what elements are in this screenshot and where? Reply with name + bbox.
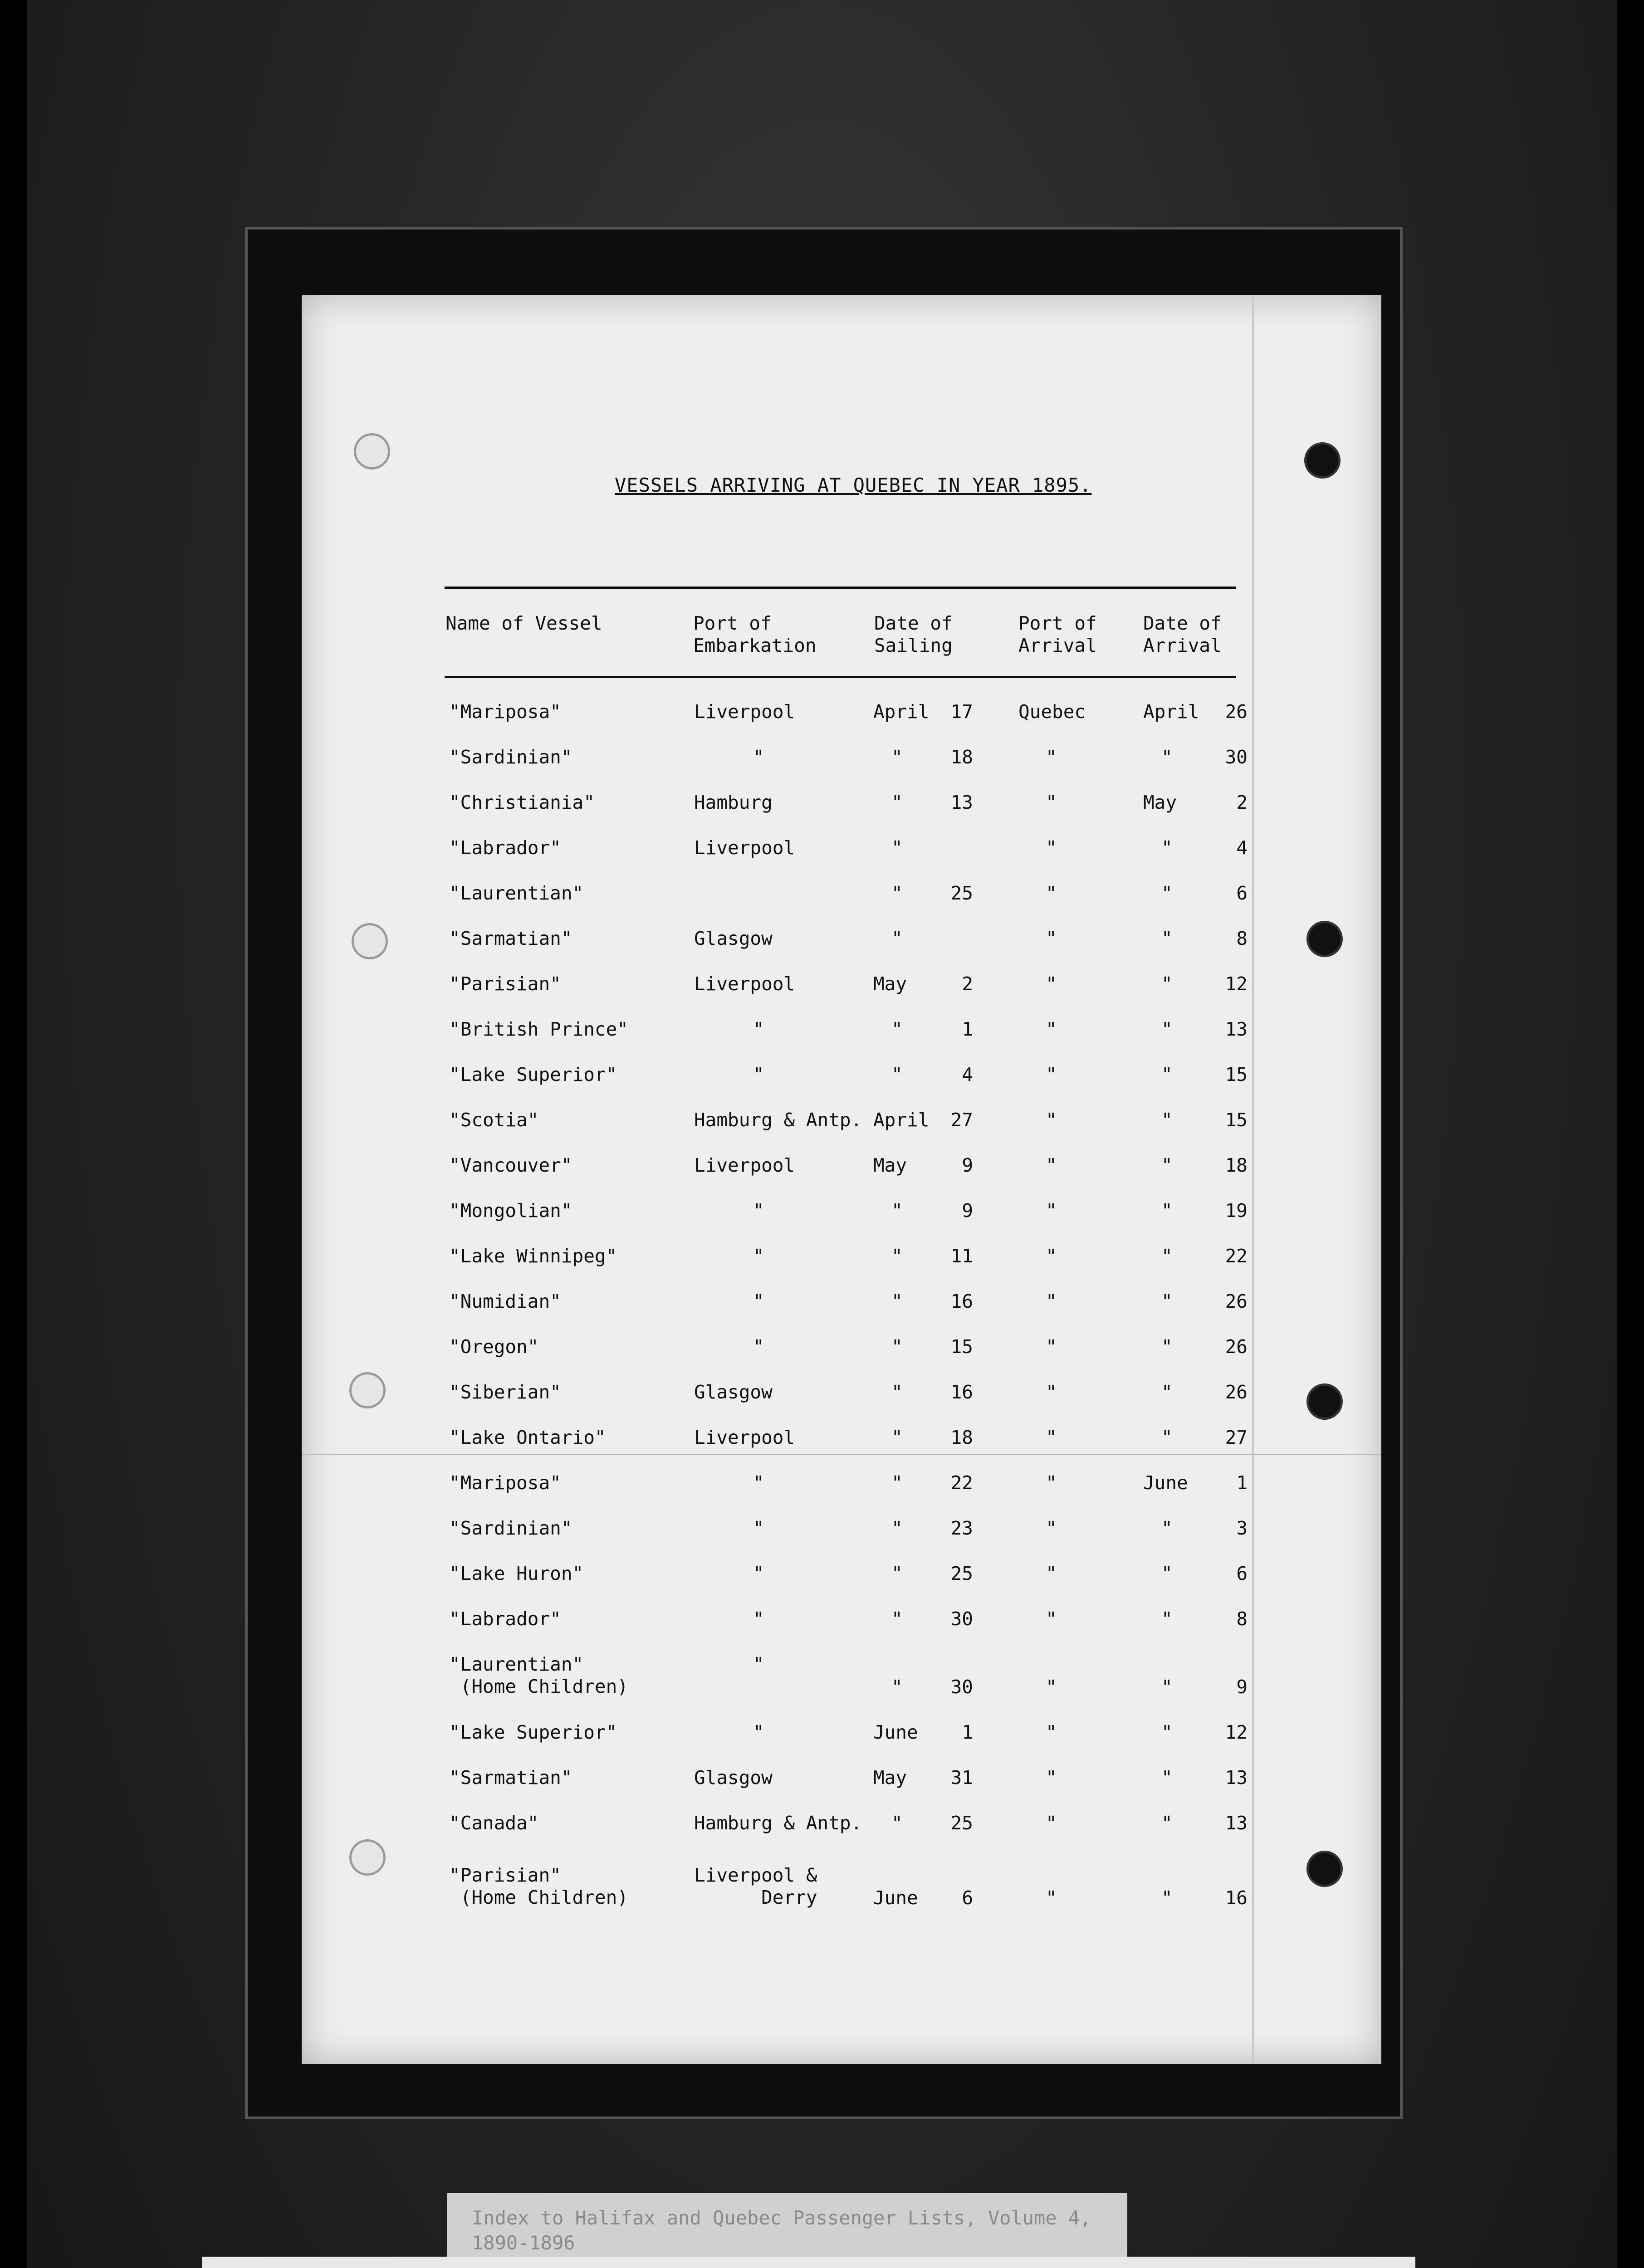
punch-hole-right-1 bbox=[1304, 442, 1341, 479]
port-embarkation: Liverpool bbox=[694, 837, 795, 859]
port-embarkation: " bbox=[753, 1290, 764, 1312]
arrival-port: " bbox=[1046, 1767, 1057, 1789]
arrival-day: 15 bbox=[1225, 1109, 1248, 1131]
port-embarkation: Liverpool & Derry bbox=[694, 1864, 817, 1908]
sailing-day: 6 bbox=[962, 1887, 973, 1909]
arrival-month: " bbox=[1161, 882, 1173, 904]
arrival-port: " bbox=[1046, 837, 1057, 859]
vessel-name: "Scotia" bbox=[449, 1109, 539, 1131]
arrival-day: 26 bbox=[1225, 1336, 1248, 1358]
punch-hole-right-2 bbox=[1306, 921, 1343, 957]
document-sheet bbox=[302, 295, 1381, 2064]
header-date-sailing: Date of Sailing bbox=[874, 612, 953, 656]
vessel-name: "Lake Ontario" bbox=[449, 1427, 606, 1448]
port-embarkation: " bbox=[753, 1608, 764, 1630]
index-label-line1: Index to Halifax and Quebec Passenger Lists, Volume 4, bbox=[472, 2207, 1091, 2229]
arrival-day: 6 bbox=[1236, 1563, 1248, 1584]
port-embarkation: Hamburg & Antp. bbox=[694, 1109, 862, 1131]
arrival-day: 18 bbox=[1225, 1154, 1248, 1176]
sailing-day: 27 bbox=[950, 1109, 973, 1131]
port-embarkation: Liverpool bbox=[694, 701, 795, 723]
arrival-port: " bbox=[1046, 1290, 1057, 1312]
port-embarkation: " bbox=[753, 1064, 764, 1085]
arrival-day: 8 bbox=[1236, 928, 1248, 949]
sailing-day: 18 bbox=[950, 746, 973, 768]
vessel-name: "Vancouver" bbox=[449, 1154, 572, 1176]
arrival-port: " bbox=[1046, 1245, 1057, 1267]
vessel-name: "Numidian" bbox=[449, 1290, 561, 1312]
sailing-day: 22 bbox=[950, 1472, 973, 1494]
header-vessel: Name of Vessel bbox=[445, 612, 602, 634]
sheet-overlap-edge bbox=[1252, 295, 1254, 2064]
arrival-month: April bbox=[1143, 701, 1199, 723]
port-embarkation: " bbox=[753, 746, 764, 768]
sailing-month: " bbox=[891, 746, 903, 768]
sailing-month: " bbox=[891, 1517, 903, 1539]
arrival-month: " bbox=[1161, 1018, 1173, 1040]
port-embarkation: Glasgow bbox=[694, 1767, 773, 1789]
arrival-day: 12 bbox=[1225, 973, 1248, 995]
arrival-day: 30 bbox=[1225, 746, 1248, 768]
vessel-name: "Sardinian" bbox=[449, 746, 572, 768]
vessel-name: "Laurentian" (Home Children) bbox=[449, 1653, 628, 1697]
arrival-month: " bbox=[1161, 1608, 1173, 1630]
sailing-month: April bbox=[873, 701, 930, 723]
sailing-day: 9 bbox=[962, 1200, 973, 1222]
sailing-day: 13 bbox=[950, 792, 973, 813]
arrival-port: " bbox=[1046, 1427, 1057, 1448]
arrival-month: " bbox=[1161, 1887, 1173, 1909]
arrival-port: " bbox=[1046, 882, 1057, 904]
arrival-day: 16 bbox=[1225, 1887, 1248, 1909]
sailing-day: 25 bbox=[950, 1812, 973, 1834]
arrival-port: " bbox=[1046, 1676, 1057, 1698]
sailing-month: " bbox=[891, 1200, 903, 1222]
vessel-name: "Christiania" bbox=[449, 792, 595, 813]
punch-hole-right-4 bbox=[1306, 1851, 1343, 1887]
port-embarkation: Liverpool bbox=[694, 1154, 795, 1176]
sailing-month: May bbox=[873, 1154, 907, 1176]
sailing-month: " bbox=[891, 1427, 903, 1448]
arrival-month: " bbox=[1161, 1154, 1173, 1176]
arrival-day: 3 bbox=[1236, 1517, 1248, 1539]
port-embarkation: Glasgow bbox=[694, 928, 773, 949]
sailing-day: 17 bbox=[950, 701, 973, 723]
arrival-month: " bbox=[1161, 973, 1173, 995]
vessel-name: "Laurentian" bbox=[449, 882, 584, 904]
arrival-month: " bbox=[1161, 1427, 1173, 1448]
arrival-day: 27 bbox=[1225, 1427, 1248, 1448]
vessel-name: "Canada" bbox=[449, 1812, 539, 1834]
arrival-month: " bbox=[1161, 1336, 1173, 1358]
arrival-month: " bbox=[1161, 1200, 1173, 1222]
arrival-month: " bbox=[1161, 746, 1173, 768]
vessel-name: "Lake Winnipeg" bbox=[449, 1245, 617, 1267]
port-embarkation: Hamburg & Antp. bbox=[694, 1812, 862, 1834]
vessel-name: "Parisian" (Home Children) bbox=[449, 1864, 628, 1908]
sailing-month: " bbox=[891, 1812, 903, 1834]
sailing-month: " bbox=[891, 1676, 903, 1698]
arrival-port: " bbox=[1046, 1109, 1057, 1131]
sailing-day: 25 bbox=[950, 1563, 973, 1584]
arrival-day: 26 bbox=[1225, 1381, 1248, 1403]
sailing-day: 30 bbox=[950, 1676, 973, 1698]
arrival-port: " bbox=[1046, 973, 1057, 995]
sailing-month: April bbox=[873, 1109, 930, 1131]
index-label-line2: 1890-1896 bbox=[472, 2232, 575, 2254]
port-embarkation: " bbox=[753, 1200, 764, 1222]
header-rule-bottom bbox=[445, 676, 1236, 678]
arrival-month: " bbox=[1161, 1381, 1173, 1403]
arrival-port: " bbox=[1046, 792, 1057, 813]
arrival-day: 1 bbox=[1236, 1472, 1248, 1494]
port-embarkation: Liverpool bbox=[694, 973, 795, 995]
sailing-day: 4 bbox=[962, 1064, 973, 1085]
arrival-month: " bbox=[1161, 1290, 1173, 1312]
arrival-day: 4 bbox=[1236, 837, 1248, 859]
sailing-month: " bbox=[891, 1472, 903, 1494]
arrival-day: 12 bbox=[1225, 1721, 1248, 1743]
sailing-month: " bbox=[891, 1336, 903, 1358]
arrival-day: 6 bbox=[1236, 882, 1248, 904]
sailing-day: 16 bbox=[950, 1290, 973, 1312]
arrival-port: Quebec bbox=[1018, 701, 1086, 723]
vessel-name: "Labrador" bbox=[449, 837, 561, 859]
arrival-month: " bbox=[1161, 1676, 1173, 1698]
arrival-day: 9 bbox=[1236, 1676, 1248, 1698]
arrival-day: 13 bbox=[1225, 1812, 1248, 1834]
arrival-day: 2 bbox=[1236, 792, 1248, 813]
sailing-month: " bbox=[891, 1018, 903, 1040]
port-embarkation: " bbox=[753, 1336, 764, 1358]
sailing-day: 31 bbox=[950, 1767, 973, 1789]
port-embarkation: " bbox=[753, 1472, 764, 1494]
sailing-month: " bbox=[891, 792, 903, 813]
sailing-day: 2 bbox=[962, 973, 973, 995]
header-port-arrival: Port of Arrival bbox=[1018, 612, 1097, 656]
port-embarkation: Hamburg bbox=[694, 792, 773, 813]
sailing-day: 25 bbox=[950, 882, 973, 904]
sailing-month: " bbox=[891, 1563, 903, 1584]
vessel-name: "Sarmatian" bbox=[449, 1767, 572, 1789]
sailing-month: June bbox=[873, 1721, 918, 1743]
vessel-name: "Siberian" bbox=[449, 1381, 561, 1403]
vessel-name: "Mariposa" bbox=[449, 701, 561, 723]
sailing-day: 1 bbox=[962, 1721, 973, 1743]
sailing-month: June bbox=[873, 1887, 918, 1909]
sailing-day: 9 bbox=[962, 1154, 973, 1176]
vessel-name: "Lake Huron" bbox=[449, 1563, 584, 1584]
vessel-name: "Lake Superior" bbox=[449, 1721, 617, 1743]
sailing-month: " bbox=[891, 837, 903, 859]
arrival-day: 22 bbox=[1225, 1245, 1248, 1267]
sailing-day: 11 bbox=[950, 1245, 973, 1267]
sheet-fold-line bbox=[302, 1454, 1381, 1455]
sailing-month: " bbox=[891, 1381, 903, 1403]
vessel-name: "British Prince" bbox=[449, 1018, 628, 1040]
port-embarkation: " bbox=[753, 1245, 764, 1267]
sailing-day: 1 bbox=[962, 1018, 973, 1040]
archives-stamp-card bbox=[202, 2257, 1415, 2268]
arrival-month: " bbox=[1161, 1245, 1173, 1267]
sailing-month: May bbox=[873, 973, 907, 995]
arrival-day: 26 bbox=[1225, 1290, 1248, 1312]
sailing-month: " bbox=[891, 882, 903, 904]
port-embarkation: Liverpool bbox=[694, 1427, 795, 1448]
arrival-port: " bbox=[1046, 1608, 1057, 1630]
vessel-name: "Sarmatian" bbox=[449, 928, 572, 949]
sailing-day: 30 bbox=[950, 1608, 973, 1630]
arrival-port: " bbox=[1046, 1563, 1057, 1584]
punch-hole-left-2 bbox=[352, 923, 388, 959]
sailing-month: " bbox=[891, 1064, 903, 1085]
arrival-month: " bbox=[1161, 1721, 1173, 1743]
arrival-day: 13 bbox=[1225, 1018, 1248, 1040]
sailing-month: May bbox=[873, 1767, 907, 1789]
arrival-month: " bbox=[1161, 1109, 1173, 1131]
header-date-arrival: Date of Arrival bbox=[1143, 612, 1222, 656]
arrival-port: " bbox=[1046, 1064, 1057, 1085]
vessel-name: "Labrador" bbox=[449, 1608, 561, 1630]
arrival-day: 13 bbox=[1225, 1767, 1248, 1789]
header-rule-top bbox=[445, 587, 1236, 589]
page-title: VESSELS ARRIVING AT QUEBEC IN YEAR 1895. bbox=[615, 474, 1092, 496]
port-embarkation: Glasgow bbox=[694, 1381, 773, 1403]
vessel-name: "Lake Superior" bbox=[449, 1064, 617, 1085]
port-embarkation: " bbox=[753, 1721, 764, 1743]
arrival-month: " bbox=[1161, 1812, 1173, 1834]
arrival-month: May bbox=[1143, 792, 1177, 813]
port-embarkation: " bbox=[753, 1517, 764, 1539]
punch-hole-left-3 bbox=[349, 1372, 386, 1408]
port-embarkation: " bbox=[753, 1563, 764, 1584]
vessel-name: "Mariposa" bbox=[449, 1472, 561, 1494]
arrival-port: " bbox=[1046, 928, 1057, 949]
arrival-day: 15 bbox=[1225, 1064, 1248, 1085]
arrival-port: " bbox=[1046, 1200, 1057, 1222]
arrival-port: " bbox=[1046, 1517, 1057, 1539]
sailing-day: 18 bbox=[950, 1427, 973, 1448]
sailing-day: 16 bbox=[950, 1381, 973, 1403]
sailing-month: " bbox=[891, 1608, 903, 1630]
arrival-month: " bbox=[1161, 1517, 1173, 1539]
arrival-day: 19 bbox=[1225, 1200, 1248, 1222]
sailing-month: " bbox=[891, 1290, 903, 1312]
punch-hole-left-1 bbox=[354, 433, 390, 469]
sailing-month: " bbox=[891, 1245, 903, 1267]
vessel-name: "Parisian" bbox=[449, 973, 561, 995]
arrival-month: " bbox=[1161, 1064, 1173, 1085]
arrival-port: " bbox=[1046, 1018, 1057, 1040]
film-edge-left bbox=[0, 0, 27, 2268]
port-embarkation: " bbox=[753, 1018, 764, 1040]
arrival-port: " bbox=[1046, 746, 1057, 768]
arrival-month: " bbox=[1161, 1767, 1173, 1789]
arrival-month: " bbox=[1161, 928, 1173, 949]
arrival-port: " bbox=[1046, 1812, 1057, 1834]
film-edge-right bbox=[1617, 0, 1644, 2268]
vessel-name: "Oregon" bbox=[449, 1336, 539, 1358]
port-embarkation: " bbox=[753, 1653, 764, 1675]
vessel-name: "Mongolian" bbox=[449, 1200, 572, 1222]
sailing-day: 23 bbox=[950, 1517, 973, 1539]
arrival-port: " bbox=[1046, 1472, 1057, 1494]
punch-hole-left-4 bbox=[349, 1839, 386, 1876]
vessel-name: "Sardinian" bbox=[449, 1517, 572, 1539]
arrival-month: " bbox=[1161, 1563, 1173, 1584]
sailing-day: 15 bbox=[950, 1336, 973, 1358]
arrival-day: 26 bbox=[1225, 701, 1248, 723]
arrival-port: " bbox=[1046, 1381, 1057, 1403]
arrival-month: June bbox=[1143, 1472, 1188, 1494]
arrival-port: " bbox=[1046, 1154, 1057, 1176]
sailing-month: " bbox=[891, 928, 903, 949]
arrival-month: " bbox=[1161, 837, 1173, 859]
arrival-day: 8 bbox=[1236, 1608, 1248, 1630]
punch-hole-right-3 bbox=[1306, 1383, 1343, 1420]
arrival-port: " bbox=[1046, 1887, 1057, 1909]
arrival-port: " bbox=[1046, 1336, 1057, 1358]
header-port-embarkation: Port of Embarkation bbox=[693, 612, 817, 656]
arrival-port: " bbox=[1046, 1721, 1057, 1743]
